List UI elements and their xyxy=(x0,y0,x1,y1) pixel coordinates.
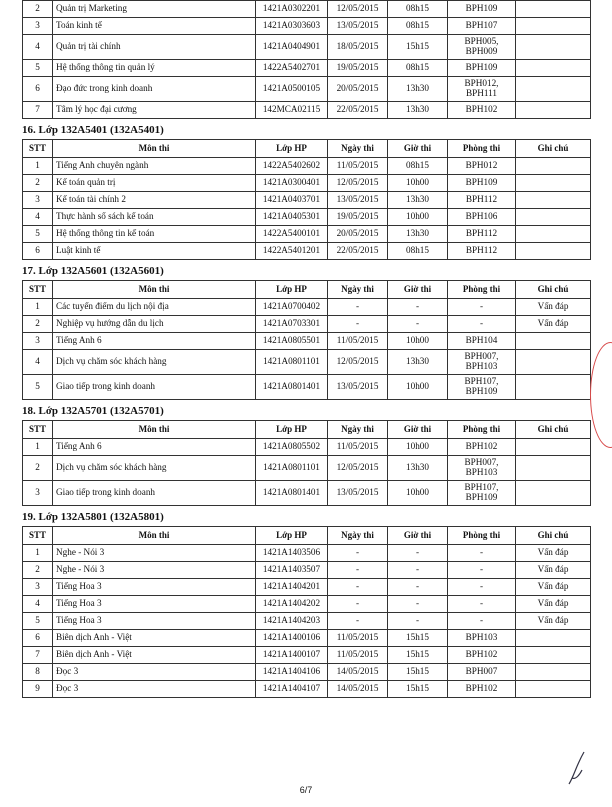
subject-cell: Quản trị tài chính xyxy=(53,35,256,60)
note-cell xyxy=(516,102,591,119)
exam-date-cell: 11/05/2015 xyxy=(328,630,388,647)
page-number: 6/7 xyxy=(299,785,313,795)
column-header-ngay-thi: Ngày thi xyxy=(328,140,388,158)
course-code-cell: 1421A0500105 xyxy=(256,77,328,102)
course-code-cell: 1421A0805502 xyxy=(256,439,328,456)
course-code-cell: 1421A0302201 xyxy=(256,1,328,18)
stt-cell: 2 xyxy=(23,175,53,192)
subject-cell: Nghe - Nói 3 xyxy=(53,562,256,579)
document-page xyxy=(22,0,590,698)
column-header-lop-hp: Lớp HP xyxy=(256,140,328,158)
room-cell: BPH005, BPH009 xyxy=(448,35,516,60)
table-header-row xyxy=(23,140,591,158)
stt-cell: 1 xyxy=(23,158,53,175)
table-row xyxy=(23,35,591,60)
exam-date-cell: - xyxy=(328,613,388,630)
column-header-phong-thi: Phòng thi xyxy=(448,527,516,545)
column-header-mon-thi: Môn thi xyxy=(53,281,256,299)
subject-cell: Nghe - Nói 3 xyxy=(53,545,256,562)
course-code-cell: 1421A0700402 xyxy=(256,299,328,316)
exam-table xyxy=(22,420,591,506)
column-header-gio-thi: Giờ thi xyxy=(388,421,448,439)
exam-date-cell: 11/05/2015 xyxy=(328,439,388,456)
note-cell xyxy=(516,226,591,243)
exam-time-cell: 15h15 xyxy=(388,664,448,681)
subject-cell: Dịch vụ chăm sóc khách hàng xyxy=(53,350,256,375)
table-row xyxy=(23,647,591,664)
room-cell: - xyxy=(448,613,516,630)
room-cell: BPH112 xyxy=(448,226,516,243)
stt-cell: 3 xyxy=(23,18,53,35)
note-cell xyxy=(516,481,591,506)
exam-date-cell: 19/05/2015 xyxy=(328,60,388,77)
section-title: 19. Lớp 132A5801 (132A5801) xyxy=(22,511,164,523)
exam-time-cell: 13h30 xyxy=(388,192,448,209)
note-cell xyxy=(516,350,591,375)
note-cell xyxy=(516,1,591,18)
subject-cell: Luật kinh tế xyxy=(53,243,256,260)
exam-date-cell: 13/05/2015 xyxy=(328,192,388,209)
column-header-lop-hp: Lớp HP xyxy=(256,527,328,545)
exam-date-cell: 20/05/2015 xyxy=(328,226,388,243)
exam-table xyxy=(22,139,591,260)
stt-cell: 5 xyxy=(23,613,53,630)
course-code-cell: 1422A5401201 xyxy=(256,243,328,260)
course-code-cell: 1421A0303603 xyxy=(256,18,328,35)
subject-cell: Kế toán quản trị xyxy=(53,175,256,192)
course-code-cell: 142MCA02115 xyxy=(256,102,328,119)
stt-cell: 3 xyxy=(23,481,53,506)
exam-table xyxy=(22,526,591,698)
exam-time-cell: 08h15 xyxy=(388,158,448,175)
table-row xyxy=(23,175,591,192)
table-row xyxy=(23,562,591,579)
course-code-cell: 1421A1403507 xyxy=(256,562,328,579)
room-cell: - xyxy=(448,596,516,613)
subject-cell: Biên dịch Anh - Việt xyxy=(53,647,256,664)
course-code-cell: 1421A0805501 xyxy=(256,333,328,350)
exam-time-cell: - xyxy=(388,562,448,579)
note-cell xyxy=(516,158,591,175)
exam-time-cell: 10h00 xyxy=(388,333,448,350)
exam-date-cell: 11/05/2015 xyxy=(328,158,388,175)
column-header-ghi-chu: Ghi chú xyxy=(516,421,591,439)
table-row xyxy=(23,226,591,243)
table-row xyxy=(23,579,591,596)
room-cell: - xyxy=(448,299,516,316)
subject-cell: Toán kinh tế xyxy=(53,18,256,35)
note-cell: Vấn đáp xyxy=(516,545,591,562)
course-code-cell: 1422A5402602 xyxy=(256,158,328,175)
column-header-stt: STT xyxy=(23,421,53,439)
subject-cell: Các tuyến điểm du lịch nội địa xyxy=(53,299,256,316)
subject-cell: Tiếng Hoa 3 xyxy=(53,613,256,630)
exam-table xyxy=(22,280,591,400)
note-cell xyxy=(516,375,591,400)
table-row xyxy=(23,456,591,481)
stt-cell: 2 xyxy=(23,1,53,18)
course-code-cell: 1421A1404203 xyxy=(256,613,328,630)
column-header-mon-thi: Môn thi xyxy=(53,527,256,545)
column-header-ngay-thi: Ngày thi xyxy=(328,421,388,439)
stt-cell: 7 xyxy=(23,647,53,664)
course-code-cell: 1422A5402701 xyxy=(256,60,328,77)
exam-date-cell: 18/05/2015 xyxy=(328,35,388,60)
note-cell xyxy=(516,175,591,192)
subject-cell: Tâm lý học đại cương xyxy=(53,102,256,119)
exam-time-cell: - xyxy=(388,579,448,596)
section-title: 17. Lớp 132A5601 (132A5601) xyxy=(22,265,164,277)
exam-date-cell: - xyxy=(328,562,388,579)
exam-time-cell: 13h30 xyxy=(388,226,448,243)
room-cell: - xyxy=(448,562,516,579)
column-header-gio-thi: Giờ thi xyxy=(388,281,448,299)
exam-time-cell: 10h00 xyxy=(388,175,448,192)
note-cell xyxy=(516,18,591,35)
course-code-cell: 1421A0703301 xyxy=(256,316,328,333)
course-code-cell: 1422A5400101 xyxy=(256,226,328,243)
table-row xyxy=(23,192,591,209)
column-header-phong-thi: Phòng thi xyxy=(448,140,516,158)
note-cell: Vấn đáp xyxy=(516,316,591,333)
course-code-cell: 1421A1404201 xyxy=(256,579,328,596)
table-row xyxy=(23,60,591,77)
table-header-row xyxy=(23,281,591,299)
note-cell xyxy=(516,243,591,260)
class-sections xyxy=(22,121,590,698)
exam-time-cell: 15h15 xyxy=(388,35,448,60)
column-header-mon-thi: Môn thi xyxy=(53,421,256,439)
exam-time-cell: 15h15 xyxy=(388,630,448,647)
table-row xyxy=(23,439,591,456)
course-code-cell: 1421A1404202 xyxy=(256,596,328,613)
column-header-ngay-thi: Ngày thi xyxy=(328,527,388,545)
note-cell xyxy=(516,77,591,102)
table-row xyxy=(23,77,591,102)
room-cell: - xyxy=(448,316,516,333)
subject-cell: Đọc 3 xyxy=(53,681,256,698)
room-cell: BPH102 xyxy=(448,681,516,698)
stt-cell: 4 xyxy=(23,35,53,60)
room-cell: BPH107, BPH109 xyxy=(448,375,516,400)
column-header-lop-hp: Lớp HP xyxy=(256,281,328,299)
room-cell: BPH112 xyxy=(448,192,516,209)
exam-date-cell: - xyxy=(328,299,388,316)
stt-cell: 4 xyxy=(23,209,53,226)
column-header-stt: STT xyxy=(23,281,53,299)
subject-cell: Giao tiếp trong kinh doanh xyxy=(53,375,256,400)
exam-time-cell: 13h30 xyxy=(388,350,448,375)
exam-date-cell: 14/05/2015 xyxy=(328,681,388,698)
subject-cell: Tiếng Anh chuyên ngành xyxy=(53,158,256,175)
room-cell: BPH106 xyxy=(448,209,516,226)
table-header-row xyxy=(23,421,591,439)
room-cell: BPH012, BPH111 xyxy=(448,77,516,102)
stt-cell: 6 xyxy=(23,630,53,647)
exam-time-cell: 08h15 xyxy=(388,1,448,18)
exam-time-cell: 08h15 xyxy=(388,243,448,260)
exam-time-cell: 10h00 xyxy=(388,481,448,506)
stt-cell: 4 xyxy=(23,596,53,613)
table-row xyxy=(23,158,591,175)
stt-cell: 5 xyxy=(23,60,53,77)
course-code-cell: 1421A0801101 xyxy=(256,350,328,375)
note-cell xyxy=(516,630,591,647)
note-cell: Vấn đáp xyxy=(516,613,591,630)
subject-cell: Dịch vụ chăm sóc khách hàng xyxy=(53,456,256,481)
exam-time-cell: 13h30 xyxy=(388,456,448,481)
column-header-gio-thi: Giờ thi xyxy=(388,140,448,158)
exam-time-cell: 08h15 xyxy=(388,18,448,35)
exam-date-cell: 12/05/2015 xyxy=(328,350,388,375)
note-cell xyxy=(516,439,591,456)
top-exam-table xyxy=(22,0,591,119)
table-row xyxy=(23,681,591,698)
column-header-gio-thi: Giờ thi xyxy=(388,527,448,545)
exam-date-cell: 13/05/2015 xyxy=(328,18,388,35)
column-header-ghi-chu: Ghi chú xyxy=(516,140,591,158)
column-header-ngay-thi: Ngày thi xyxy=(328,281,388,299)
table-row xyxy=(23,481,591,506)
stt-cell: 3 xyxy=(23,579,53,596)
table-row xyxy=(23,18,591,35)
note-cell: Vấn đáp xyxy=(516,562,591,579)
course-code-cell: 1421A0300401 xyxy=(256,175,328,192)
table-row xyxy=(23,209,591,226)
column-header-lop-hp: Lớp HP xyxy=(256,421,328,439)
room-cell: BPH007 xyxy=(448,664,516,681)
table-row xyxy=(23,243,591,260)
subject-cell: Hệ thống thông tin kế toán xyxy=(53,226,256,243)
subject-cell: Thực hành sổ sách kế toán xyxy=(53,209,256,226)
table-row xyxy=(23,375,591,400)
room-cell: BPH007, BPH103 xyxy=(448,456,516,481)
stt-cell: 2 xyxy=(23,316,53,333)
exam-time-cell: 15h15 xyxy=(388,647,448,664)
room-cell: BPH102 xyxy=(448,647,516,664)
table-row xyxy=(23,333,591,350)
room-cell: BPH103 xyxy=(448,630,516,647)
course-code-cell: 1421A0405301 xyxy=(256,209,328,226)
note-cell xyxy=(516,681,591,698)
room-cell: BPH112 xyxy=(448,243,516,260)
room-cell: BPH104 xyxy=(448,333,516,350)
stt-cell: 5 xyxy=(23,226,53,243)
room-cell: BPH102 xyxy=(448,102,516,119)
exam-time-cell: 10h00 xyxy=(388,439,448,456)
exam-date-cell: 12/05/2015 xyxy=(328,456,388,481)
room-cell: BPH109 xyxy=(448,1,516,18)
stt-cell: 6 xyxy=(23,77,53,102)
subject-cell: Tiếng Hoa 3 xyxy=(53,579,256,596)
room-cell: BPH107, BPH109 xyxy=(448,481,516,506)
stt-cell: 1 xyxy=(23,545,53,562)
exam-date-cell: 13/05/2015 xyxy=(328,375,388,400)
subject-cell: Tiếng Anh 6 xyxy=(53,439,256,456)
note-cell xyxy=(516,209,591,226)
exam-date-cell: 12/05/2015 xyxy=(328,1,388,18)
table-row xyxy=(23,630,591,647)
exam-date-cell: 14/05/2015 xyxy=(328,664,388,681)
note-cell xyxy=(516,192,591,209)
table-row xyxy=(23,299,591,316)
course-code-cell: 1421A1400106 xyxy=(256,630,328,647)
column-header-mon-thi: Môn thi xyxy=(53,140,256,158)
subject-cell: Đạo đức trong kinh doanh xyxy=(53,77,256,102)
exam-date-cell: - xyxy=(328,545,388,562)
table-row xyxy=(23,1,591,18)
exam-time-cell: - xyxy=(388,299,448,316)
subject-cell: Kế toán tài chính 2 xyxy=(53,192,256,209)
exam-date-cell: 19/05/2015 xyxy=(328,209,388,226)
exam-time-cell: 08h15 xyxy=(388,60,448,77)
room-cell: BPH109 xyxy=(448,175,516,192)
table-row xyxy=(23,596,591,613)
column-header-ghi-chu: Ghi chú xyxy=(516,281,591,299)
stt-cell: 2 xyxy=(23,456,53,481)
note-cell xyxy=(516,35,591,60)
stt-cell: 1 xyxy=(23,439,53,456)
subject-cell: Tiếng Anh 6 xyxy=(53,333,256,350)
exam-time-cell: - xyxy=(388,596,448,613)
note-cell xyxy=(516,333,591,350)
stt-cell: 6 xyxy=(23,243,53,260)
exam-date-cell: 11/05/2015 xyxy=(328,333,388,350)
exam-time-cell: 10h00 xyxy=(388,209,448,226)
subject-cell: Biên dịch Anh - Việt xyxy=(53,630,256,647)
note-cell xyxy=(516,456,591,481)
room-cell: BPH109 xyxy=(448,60,516,77)
column-header-stt: STT xyxy=(23,140,53,158)
course-code-cell: 1421A1404107 xyxy=(256,681,328,698)
signature-mark xyxy=(566,748,588,788)
column-header-ghi-chu: Ghi chú xyxy=(516,527,591,545)
section-title: 18. Lớp 132A5701 (132A5701) xyxy=(22,405,164,417)
exam-date-cell: 22/05/2015 xyxy=(328,243,388,260)
subject-cell: Quản trị Marketing xyxy=(53,1,256,18)
exam-date-cell: 20/05/2015 xyxy=(328,77,388,102)
note-cell: Vấn đáp xyxy=(516,579,591,596)
note-cell: Vấn đáp xyxy=(516,299,591,316)
subject-cell: Nghiệp vụ hướng dẫn du lịch xyxy=(53,316,256,333)
course-code-cell: 1421A0801101 xyxy=(256,456,328,481)
exam-date-cell: 13/05/2015 xyxy=(328,481,388,506)
exam-date-cell: 11/05/2015 xyxy=(328,647,388,664)
exam-time-cell: - xyxy=(388,545,448,562)
exam-time-cell: - xyxy=(388,613,448,630)
exam-time-cell: 13h30 xyxy=(388,77,448,102)
course-code-cell: 1421A0801401 xyxy=(256,375,328,400)
course-code-cell: 1421A0404901 xyxy=(256,35,328,60)
exam-time-cell: 10h00 xyxy=(388,375,448,400)
exam-date-cell: 12/05/2015 xyxy=(328,175,388,192)
stt-cell: 8 xyxy=(23,664,53,681)
table-row xyxy=(23,664,591,681)
room-cell: - xyxy=(448,579,516,596)
note-cell xyxy=(516,647,591,664)
table-header-row xyxy=(23,527,591,545)
subject-cell: Đọc 3 xyxy=(53,664,256,681)
column-header-phong-thi: Phòng thi xyxy=(448,421,516,439)
subject-cell: Hệ thống thông tin quản lý xyxy=(53,60,256,77)
room-cell: BPH012 xyxy=(448,158,516,175)
stt-cell: 5 xyxy=(23,375,53,400)
stt-cell: 1 xyxy=(23,299,53,316)
exam-time-cell: 13h30 xyxy=(388,102,448,119)
stt-cell: 2 xyxy=(23,562,53,579)
table-row xyxy=(23,316,591,333)
table-row xyxy=(23,102,591,119)
room-cell: BPH102 xyxy=(448,439,516,456)
exam-time-cell: 15h15 xyxy=(388,681,448,698)
exam-date-cell: - xyxy=(328,579,388,596)
table-row xyxy=(23,350,591,375)
stt-cell: 7 xyxy=(23,102,53,119)
course-code-cell: 1421A0403701 xyxy=(256,192,328,209)
note-cell xyxy=(516,60,591,77)
table-row xyxy=(23,613,591,630)
room-cell: BPH007, BPH103 xyxy=(448,350,516,375)
course-code-cell: 1421A1403506 xyxy=(256,545,328,562)
course-code-cell: 1421A1400107 xyxy=(256,647,328,664)
exam-date-cell: - xyxy=(328,316,388,333)
subject-cell: Giao tiếp trong kinh doanh xyxy=(53,481,256,506)
note-cell xyxy=(516,664,591,681)
table-row xyxy=(23,545,591,562)
official-stamp xyxy=(590,342,612,448)
column-header-phong-thi: Phòng thi xyxy=(448,281,516,299)
subject-cell: Tiếng Hoa 3 xyxy=(53,596,256,613)
stt-cell: 9 xyxy=(23,681,53,698)
exam-date-cell: 22/05/2015 xyxy=(328,102,388,119)
room-cell: BPH107 xyxy=(448,18,516,35)
stt-cell: 3 xyxy=(23,333,53,350)
exam-date-cell: - xyxy=(328,596,388,613)
note-cell: Vấn đáp xyxy=(516,596,591,613)
stt-cell: 3 xyxy=(23,192,53,209)
section-title: 16. Lớp 132A5401 (132A5401) xyxy=(22,124,164,136)
room-cell: - xyxy=(448,545,516,562)
exam-time-cell: - xyxy=(388,316,448,333)
column-header-stt: STT xyxy=(23,527,53,545)
stt-cell: 4 xyxy=(23,350,53,375)
course-code-cell: 1421A0801401 xyxy=(256,481,328,506)
course-code-cell: 1421A1404106 xyxy=(256,664,328,681)
